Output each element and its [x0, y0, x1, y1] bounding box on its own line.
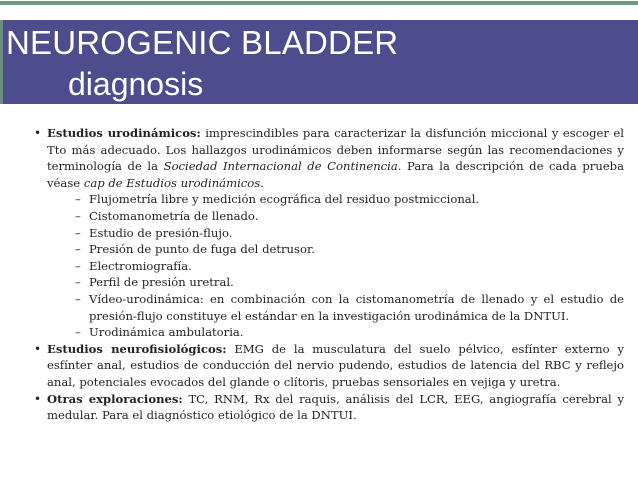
list-item-label: Perfil de presión uretral. — [89, 275, 234, 290]
section-urodynamic-lead: Estudios urodinámicos: — [47, 126, 201, 140]
list-item — [75, 225, 624, 242]
list-item-label: Flujometría libre y medición ecográfica del residuo postmiccional. — [89, 192, 480, 207]
list-item — [75, 324, 624, 341]
dash-icon: – — [75, 208, 81, 223]
list-item — [75, 291, 624, 324]
section-other-exams-lead: Otras exploraciones: — [47, 391, 183, 406]
list-item-label: Estudio de presión-flujo. — [89, 225, 233, 240]
list-item-label: Cistomanometría de llenado. — [89, 208, 259, 223]
slide-subtitle: diagnosis — [68, 66, 204, 102]
top-accent-line — [0, 1, 638, 5]
section-urodynamic-body-1: imprescindibles para caracterizar la disfunción miccional y escoger el Tto más adecuado. Los hallazgos urodinámicos deben informarse según las recomendaciones y terminología de la — [47, 126, 624, 174]
list-item — [75, 191, 624, 208]
section-neurophysiological — [34, 341, 624, 391]
bullet-icon: • — [34, 126, 42, 140]
chapter-reference: cap de Estudios urodinámicos — [83, 175, 261, 190]
section-neurophysiological-lead: Estudios neurofisiológicos: — [47, 341, 227, 356]
list-item-label: Vídeo-urodinámica: en combinación con la cistomanometría de llenado y el estudio de presión-flujo constituye el estándar en la investigación urodinámica de la DNTUI. — [89, 291, 624, 323]
list-item-label: Urodinámica ambulatoria. — [89, 325, 244, 340]
dash-icon: – — [75, 242, 81, 257]
list-item-label: Electromiografía. — [89, 258, 192, 273]
section-urodynamic — [34, 125, 624, 341]
bullet-icon: • — [34, 341, 42, 356]
dash-icon: – — [75, 291, 81, 306]
dash-icon: – — [75, 275, 81, 290]
section-urodynamic-body-2: . Para la descripción de cada prueba véase — [47, 159, 624, 190]
section-other-exams-body: TC, RNM, Rx del raquis, análisis del LCR, EEG, angiografía cerebral y medular. Para el diagnóstico etiológico de la DNTUI. — [47, 391, 625, 423]
urodynamic-test-list — [47, 191, 624, 340]
section-urodynamic-text — [47, 125, 624, 191]
list-item — [75, 208, 624, 225]
slide-content — [34, 125, 624, 424]
dash-icon: – — [75, 225, 81, 240]
bullet-icon: • — [34, 391, 42, 406]
section-neurophysiological-body: EMG de la musculatura del suelo pélvico, esfínter externo y esfínter anal, estudios de conducción del nervio pudendo, estudios de latencia del RBC y reflejo anal, potenciales evocados del glande o clítoris, pruebas sensoriales en vejiga y uretra. — [47, 341, 624, 389]
section-urodynamic-body-3: . — [260, 175, 264, 190]
list-item — [75, 258, 624, 275]
society-name: Sociedad Internacional de Continencia — [163, 159, 398, 174]
dash-icon: – — [75, 258, 81, 273]
title-left-rule — [0, 20, 3, 104]
dash-icon: – — [75, 325, 81, 340]
dash-icon: – — [75, 192, 81, 207]
list-item-label: Presión de punto de fuga del detrusor. — [89, 242, 315, 257]
section-other-exams — [34, 391, 624, 424]
section-neurophysiological-text — [47, 341, 624, 391]
section-other-exams-text — [47, 391, 624, 424]
list-item — [75, 241, 624, 258]
list-item — [75, 274, 624, 291]
slide-title: NEUROGENIC BLADDER — [6, 24, 399, 61]
